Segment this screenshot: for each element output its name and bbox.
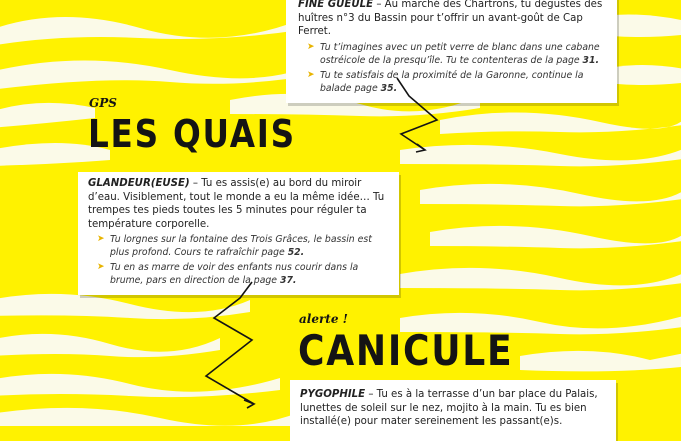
zigzag-arrow-icon: [200, 280, 270, 410]
section-title-les-quais: LES QUAIS: [88, 112, 296, 156]
arrow-icon: ➤: [97, 234, 105, 245]
card-fine-gueule-text: FINE GUEULE – Au marché des Chartrons, tu dégustes des huîtres n°3 du Bassin pour t’offrir un avant-goût de Cap Ferret.: [298, 0, 603, 38]
card-pygophile-text: PYGOPHILE – Tu es à la terrasse d’un bar place du Palais, lunettes de soleil sur le nez, mojito à la main. Tu es bien installé(e) pour mater sereinement les passant(e)s.: [300, 389, 598, 428]
option-item[interactable]: ➤ Tu lorgnes sur la fontaine des Trois Grâces, le bassin est plus profond. Cours te rafraîchir page 52.: [97, 234, 372, 259]
option-item[interactable]: ➤ Tu t’imagines avec un petit verre de blanc dans une cabane ostréicole de la presqu’île. Tu te contenteras de la page 31.: [307, 41, 600, 66]
card-glandeur: [78, 172, 399, 295]
card-pygophile: [290, 380, 616, 441]
arrow-icon: ➤: [307, 41, 315, 52]
card-glandeur-text: GLANDEUR(EUSE) – Tu es assis(e) au bord du miroir d’eau. Visiblement, tout le monde a eu la même idée… Tu trempes tes pieds toutes les 5 minutes pour réguler ta température corporelle.: [88, 178, 385, 230]
section-title-canicule: CANICULE: [298, 326, 514, 375]
option-item[interactable]: ➤ Tu en as marre de voir des enfants nus courir dans la brume, pars en direction de la page 37.: [97, 262, 359, 287]
option-item[interactable]: ➤ Tu te satisfais de la proximité de la Garonne, continue la balade page 35.: [307, 69, 584, 94]
arrow-icon: ➤: [97, 262, 105, 273]
arrow-icon: ➤: [307, 69, 315, 80]
section-kicker-gps: GPS: [89, 96, 117, 110]
section-kicker-alerte: alerte !: [299, 312, 348, 326]
zigzag-arrow-icon: [395, 76, 455, 156]
